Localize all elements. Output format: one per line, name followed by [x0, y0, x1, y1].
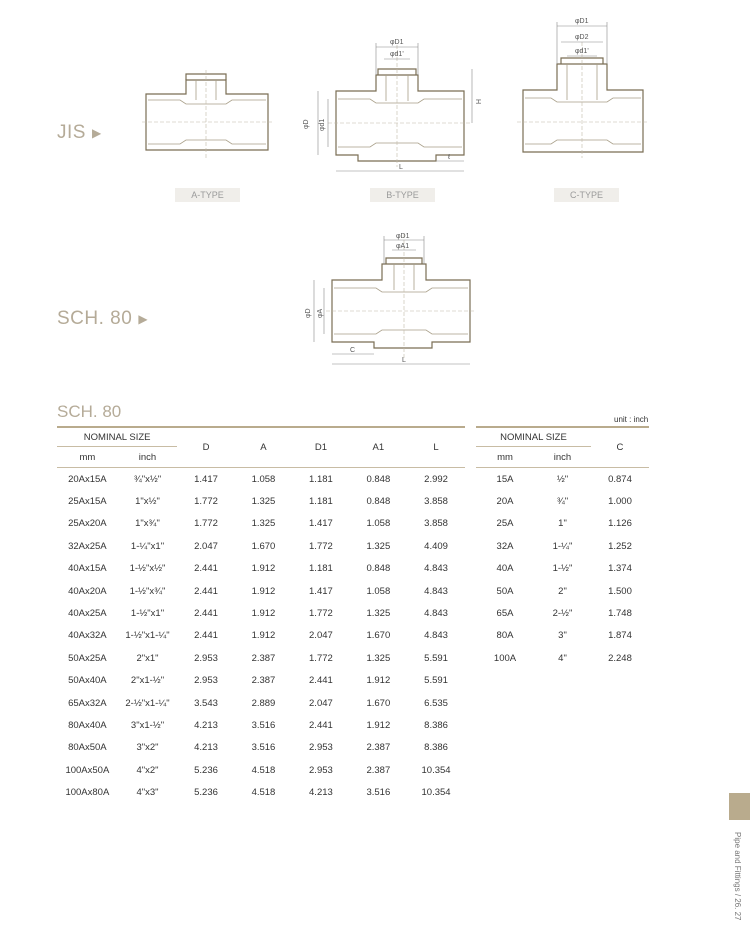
- col-C-header: C: [616, 442, 624, 453]
- table-cell: 3.858: [424, 496, 448, 508]
- table-cell: 1.912: [251, 630, 276, 642]
- table-cell: 2.441: [309, 675, 333, 687]
- col-D1-header: D1: [314, 442, 327, 453]
- table-row: [57, 737, 465, 759]
- table-cell: 50A: [496, 585, 514, 597]
- table-cell: 1.417: [309, 585, 333, 597]
- nominal-size-header: NOMINAL SIZE: [57, 427, 177, 447]
- table-row: [57, 535, 465, 557]
- s-a1-label: φA1: [396, 243, 410, 250]
- col-L-header: L: [433, 442, 439, 453]
- table-cell: 1-½"x½": [129, 563, 166, 575]
- table-cell: 50Ax40A: [68, 675, 107, 687]
- table-row: [57, 714, 465, 736]
- table-row: [57, 468, 465, 491]
- c-d2-label: φD2: [575, 34, 589, 41]
- table-cell: 3.858: [424, 518, 448, 530]
- table-row: [476, 647, 649, 669]
- col-A-header: A: [260, 442, 267, 453]
- table-cell: 1.058: [251, 473, 276, 485]
- table-cell: 2.441: [194, 630, 218, 642]
- table-title: SCH. 80: [57, 402, 122, 421]
- b-l-label: ℓ: [448, 154, 451, 161]
- play-arrow-icon: ▶: [138, 311, 149, 326]
- table-row: [57, 513, 465, 535]
- table-cell: 1.772: [194, 518, 218, 530]
- col-inch-header: inch: [138, 451, 157, 463]
- table-cell: 10.354: [421, 787, 451, 799]
- table-cell: 2.441: [309, 719, 333, 731]
- table-cell: 4.843: [424, 630, 448, 642]
- table-cell: 1.058: [366, 585, 391, 597]
- sch80-label-text: SCH. 80: [57, 308, 133, 329]
- table-cell: 8.386: [424, 742, 448, 754]
- b-type-label: B-TYPE: [370, 188, 435, 202]
- table-row: [57, 580, 465, 602]
- table-cell: 1.325: [366, 652, 391, 664]
- table-cell: 4.843: [424, 585, 448, 597]
- table-cell: 1"x½": [135, 496, 160, 508]
- table-cell: 65Ax32A: [68, 697, 107, 709]
- table-cell: 2-½"x1-¼": [125, 697, 170, 709]
- table-cell: 2-½": [552, 608, 573, 620]
- b-type-drawing: [298, 35, 488, 180]
- table-cell: 25A: [496, 518, 514, 530]
- table-cell: 1.000: [608, 496, 632, 508]
- table-row: [57, 759, 465, 781]
- table-cell: 1.772: [309, 540, 333, 552]
- table-cell: 40Ax32A: [68, 630, 107, 642]
- table-row: [476, 513, 649, 535]
- page-tab-marker: [729, 793, 750, 820]
- c-d1-label: φD1: [575, 18, 589, 25]
- c-type-label: C-TYPE: [554, 188, 619, 202]
- page-footer-text: Pipe and Fittings / 26. 27: [733, 832, 742, 921]
- table-cell: 1.772: [194, 496, 218, 508]
- table-cell: 3"x1-½": [130, 719, 165, 731]
- s-d1-label: φD1: [396, 233, 410, 240]
- table-cell: 1.912: [366, 719, 391, 731]
- c-dimension-table: [476, 426, 649, 670]
- table-row: [57, 781, 465, 803]
- table-cell: 4.213: [194, 742, 218, 754]
- table-cell: 2.889: [251, 697, 276, 709]
- c-type-drawing: [515, 12, 660, 162]
- table-cell: 100Ax50A: [65, 764, 110, 776]
- table-cell: 1.252: [608, 540, 632, 552]
- table-cell: 3.543: [194, 697, 218, 709]
- table-cell: 6.535: [424, 697, 448, 709]
- unit-label: unit : inch: [614, 415, 649, 424]
- b-d1p-label: φd1': [390, 51, 404, 58]
- table-cell: 3.516: [251, 719, 276, 731]
- table-row: [57, 625, 465, 647]
- table-cell: 2.441: [194, 608, 218, 620]
- table-cell: 2.387: [366, 764, 391, 776]
- table-cell: 1.772: [309, 608, 333, 620]
- table-cell: 1.181: [309, 473, 333, 485]
- table-cell: 1.912: [366, 675, 391, 687]
- c-d1p-label: φd1': [575, 48, 589, 55]
- table-cell: 2.441: [194, 585, 218, 597]
- table-cell: 1-½": [552, 563, 573, 575]
- table-cell: 1-¼": [552, 540, 573, 552]
- table-cell: 4": [558, 652, 567, 664]
- col-mm-header-2: mm: [497, 451, 513, 463]
- table-cell: 10.354: [421, 764, 451, 776]
- table-cell: 2.248: [608, 652, 632, 664]
- table-cell: 1.181: [309, 496, 333, 508]
- table-cell: 32A: [496, 540, 514, 552]
- table-cell: 2.953: [194, 675, 218, 687]
- sch80-drawing: [300, 228, 480, 368]
- dimensions-table: [57, 426, 465, 804]
- table-cell: 25Ax15A: [68, 496, 107, 508]
- table-cell: 40Ax20A: [68, 585, 107, 597]
- table-cell: 3"x2": [136, 742, 159, 754]
- table-cell: 65A: [496, 608, 514, 620]
- table-cell: 1.912: [251, 608, 276, 620]
- b-H-label: H: [474, 99, 481, 105]
- table-cell: 2.047: [309, 630, 333, 642]
- table-cell: 4.213: [194, 719, 218, 731]
- b-d1-label: φD1: [390, 39, 404, 46]
- table-cell: 2.387: [251, 652, 276, 664]
- table-cell: 0.874: [608, 473, 632, 485]
- table-cell: 1.670: [366, 630, 391, 642]
- table-cell: 3": [558, 630, 567, 642]
- table-cell: 4.518: [251, 787, 276, 799]
- col-D-header: D: [202, 442, 210, 453]
- table-cell: 80A: [496, 630, 514, 642]
- table-cell: 1-½"x1-¼": [125, 630, 170, 642]
- table-cell: 2.953: [309, 764, 333, 776]
- table-cell: 5.236: [194, 764, 218, 776]
- table-cell: 2.387: [251, 675, 276, 687]
- table-cell: 3.516: [251, 742, 276, 754]
- table-cell: 2.992: [424, 473, 448, 485]
- table-cell: 4.843: [424, 563, 448, 575]
- table-row: [476, 490, 649, 512]
- a-type-label: A-TYPE: [175, 188, 240, 202]
- jis-label-text: JIS: [57, 122, 86, 143]
- play-arrow-icon: ▶: [91, 125, 102, 140]
- table-row: [57, 692, 465, 714]
- table-cell: 20A: [496, 496, 514, 508]
- table-cell: ½": [556, 473, 569, 485]
- table-cell: 2.953: [309, 742, 333, 754]
- table-cell: 50Ax25A: [68, 652, 107, 664]
- table-cell: 1.325: [251, 496, 276, 508]
- b-D-label: φD: [303, 119, 310, 129]
- table-cell: 4"x3": [136, 787, 159, 799]
- table-cell: 2.953: [194, 652, 218, 664]
- s-C-label: C: [350, 347, 356, 354]
- table-cell: 100A: [493, 652, 517, 664]
- col-A1-header: A1: [372, 442, 385, 453]
- table-row: [57, 670, 465, 692]
- table-cell: 1.748: [608, 608, 632, 620]
- table-cell: 40Ax15A: [68, 563, 107, 575]
- table-row: [476, 625, 649, 647]
- table-cell: 4.518: [251, 764, 276, 776]
- table-cell: 1.417: [194, 473, 218, 485]
- table-cell: 2"x1-½": [130, 675, 165, 687]
- table-cell: 1-¼"x1": [130, 540, 165, 552]
- table-cell: 40Ax25A: [68, 608, 107, 620]
- page-footer: [726, 832, 746, 922]
- table-row: [476, 535, 649, 557]
- table-cell: 1.912: [251, 585, 276, 597]
- b-d-label: φd1: [319, 118, 326, 131]
- table-cell: 1-½"x1": [130, 608, 165, 620]
- table-cell: 0.848: [366, 496, 391, 508]
- jis-label: [57, 122, 102, 144]
- table-cell: 32Ax25A: [68, 540, 107, 552]
- table-row: [57, 558, 465, 580]
- table-row: [476, 558, 649, 580]
- table-cell: 3.516: [366, 787, 391, 799]
- table-cell: 1.058: [366, 518, 391, 530]
- table-row: [476, 602, 649, 624]
- table-cell: 25Ax20A: [68, 518, 107, 530]
- table-row: [476, 468, 649, 491]
- table-cell: 4"x2": [136, 764, 159, 776]
- table-cell: 2.047: [194, 540, 218, 552]
- nominal-size-header-2: NOMINAL SIZE: [476, 427, 591, 447]
- table-cell: 8.386: [424, 719, 448, 731]
- table-cell: 2": [558, 585, 567, 597]
- table-cell: 5.236: [194, 787, 218, 799]
- table-cell: 1.126: [608, 518, 632, 530]
- table-cell: 5.591: [424, 652, 448, 664]
- table-cell: 1.912: [251, 563, 276, 575]
- b-L-label: L: [399, 164, 403, 171]
- table-cell: 4.843: [424, 608, 448, 620]
- table-cell: ¾": [556, 496, 569, 508]
- table-cell: ¾"x½": [133, 473, 162, 485]
- table-cell: 2.047: [309, 697, 333, 709]
- table-cell: 1.772: [309, 652, 333, 664]
- table-cell: 80Ax50A: [68, 742, 107, 754]
- table-cell: 4.213: [309, 787, 333, 799]
- table-cell: 0.848: [366, 473, 391, 485]
- table-cell: 15A: [496, 473, 514, 485]
- sch80-label: [57, 308, 148, 330]
- table-cell: 1.374: [608, 563, 632, 575]
- table-cell: 1": [558, 518, 567, 530]
- col-inch-header-2: inch: [553, 451, 572, 463]
- s-L-label: L: [402, 357, 406, 364]
- table-cell: 1.500: [608, 585, 632, 597]
- table-cell: 1.325: [251, 518, 276, 530]
- table-cell: 1.874: [608, 630, 632, 642]
- table-cell: 100Ax80A: [65, 787, 110, 799]
- table-cell: 2.441: [194, 563, 218, 575]
- table-cell: 5.591: [424, 675, 448, 687]
- table-cell: 1.417: [309, 518, 333, 530]
- table-cell: 4.409: [424, 540, 448, 552]
- a-type-drawing: [140, 70, 280, 165]
- table-cell: 0.848: [366, 563, 391, 575]
- table-cell: 20Ax15A: [68, 473, 107, 485]
- table-row: [57, 490, 465, 512]
- table-cell: 80Ax40A: [68, 719, 107, 731]
- s-D-label: φD: [305, 308, 312, 318]
- table-cell: 1"x¾": [135, 518, 160, 530]
- table-cell: 1-½"x¾": [129, 585, 166, 597]
- table-row: [57, 602, 465, 624]
- table-row: [57, 647, 465, 669]
- col-mm-header: mm: [79, 451, 96, 463]
- table-cell: 1.181: [309, 563, 333, 575]
- table-cell: 1.325: [366, 608, 391, 620]
- table-row: [476, 580, 649, 602]
- table-cell: 1.670: [366, 697, 391, 709]
- table-cell: 40A: [496, 563, 514, 575]
- s-A-label: φA: [317, 308, 324, 318]
- table-cell: 2"x1": [136, 652, 159, 664]
- table-cell: 2.387: [366, 742, 391, 754]
- table-cell: 1.670: [251, 540, 276, 552]
- table-cell: 1.325: [366, 540, 391, 552]
